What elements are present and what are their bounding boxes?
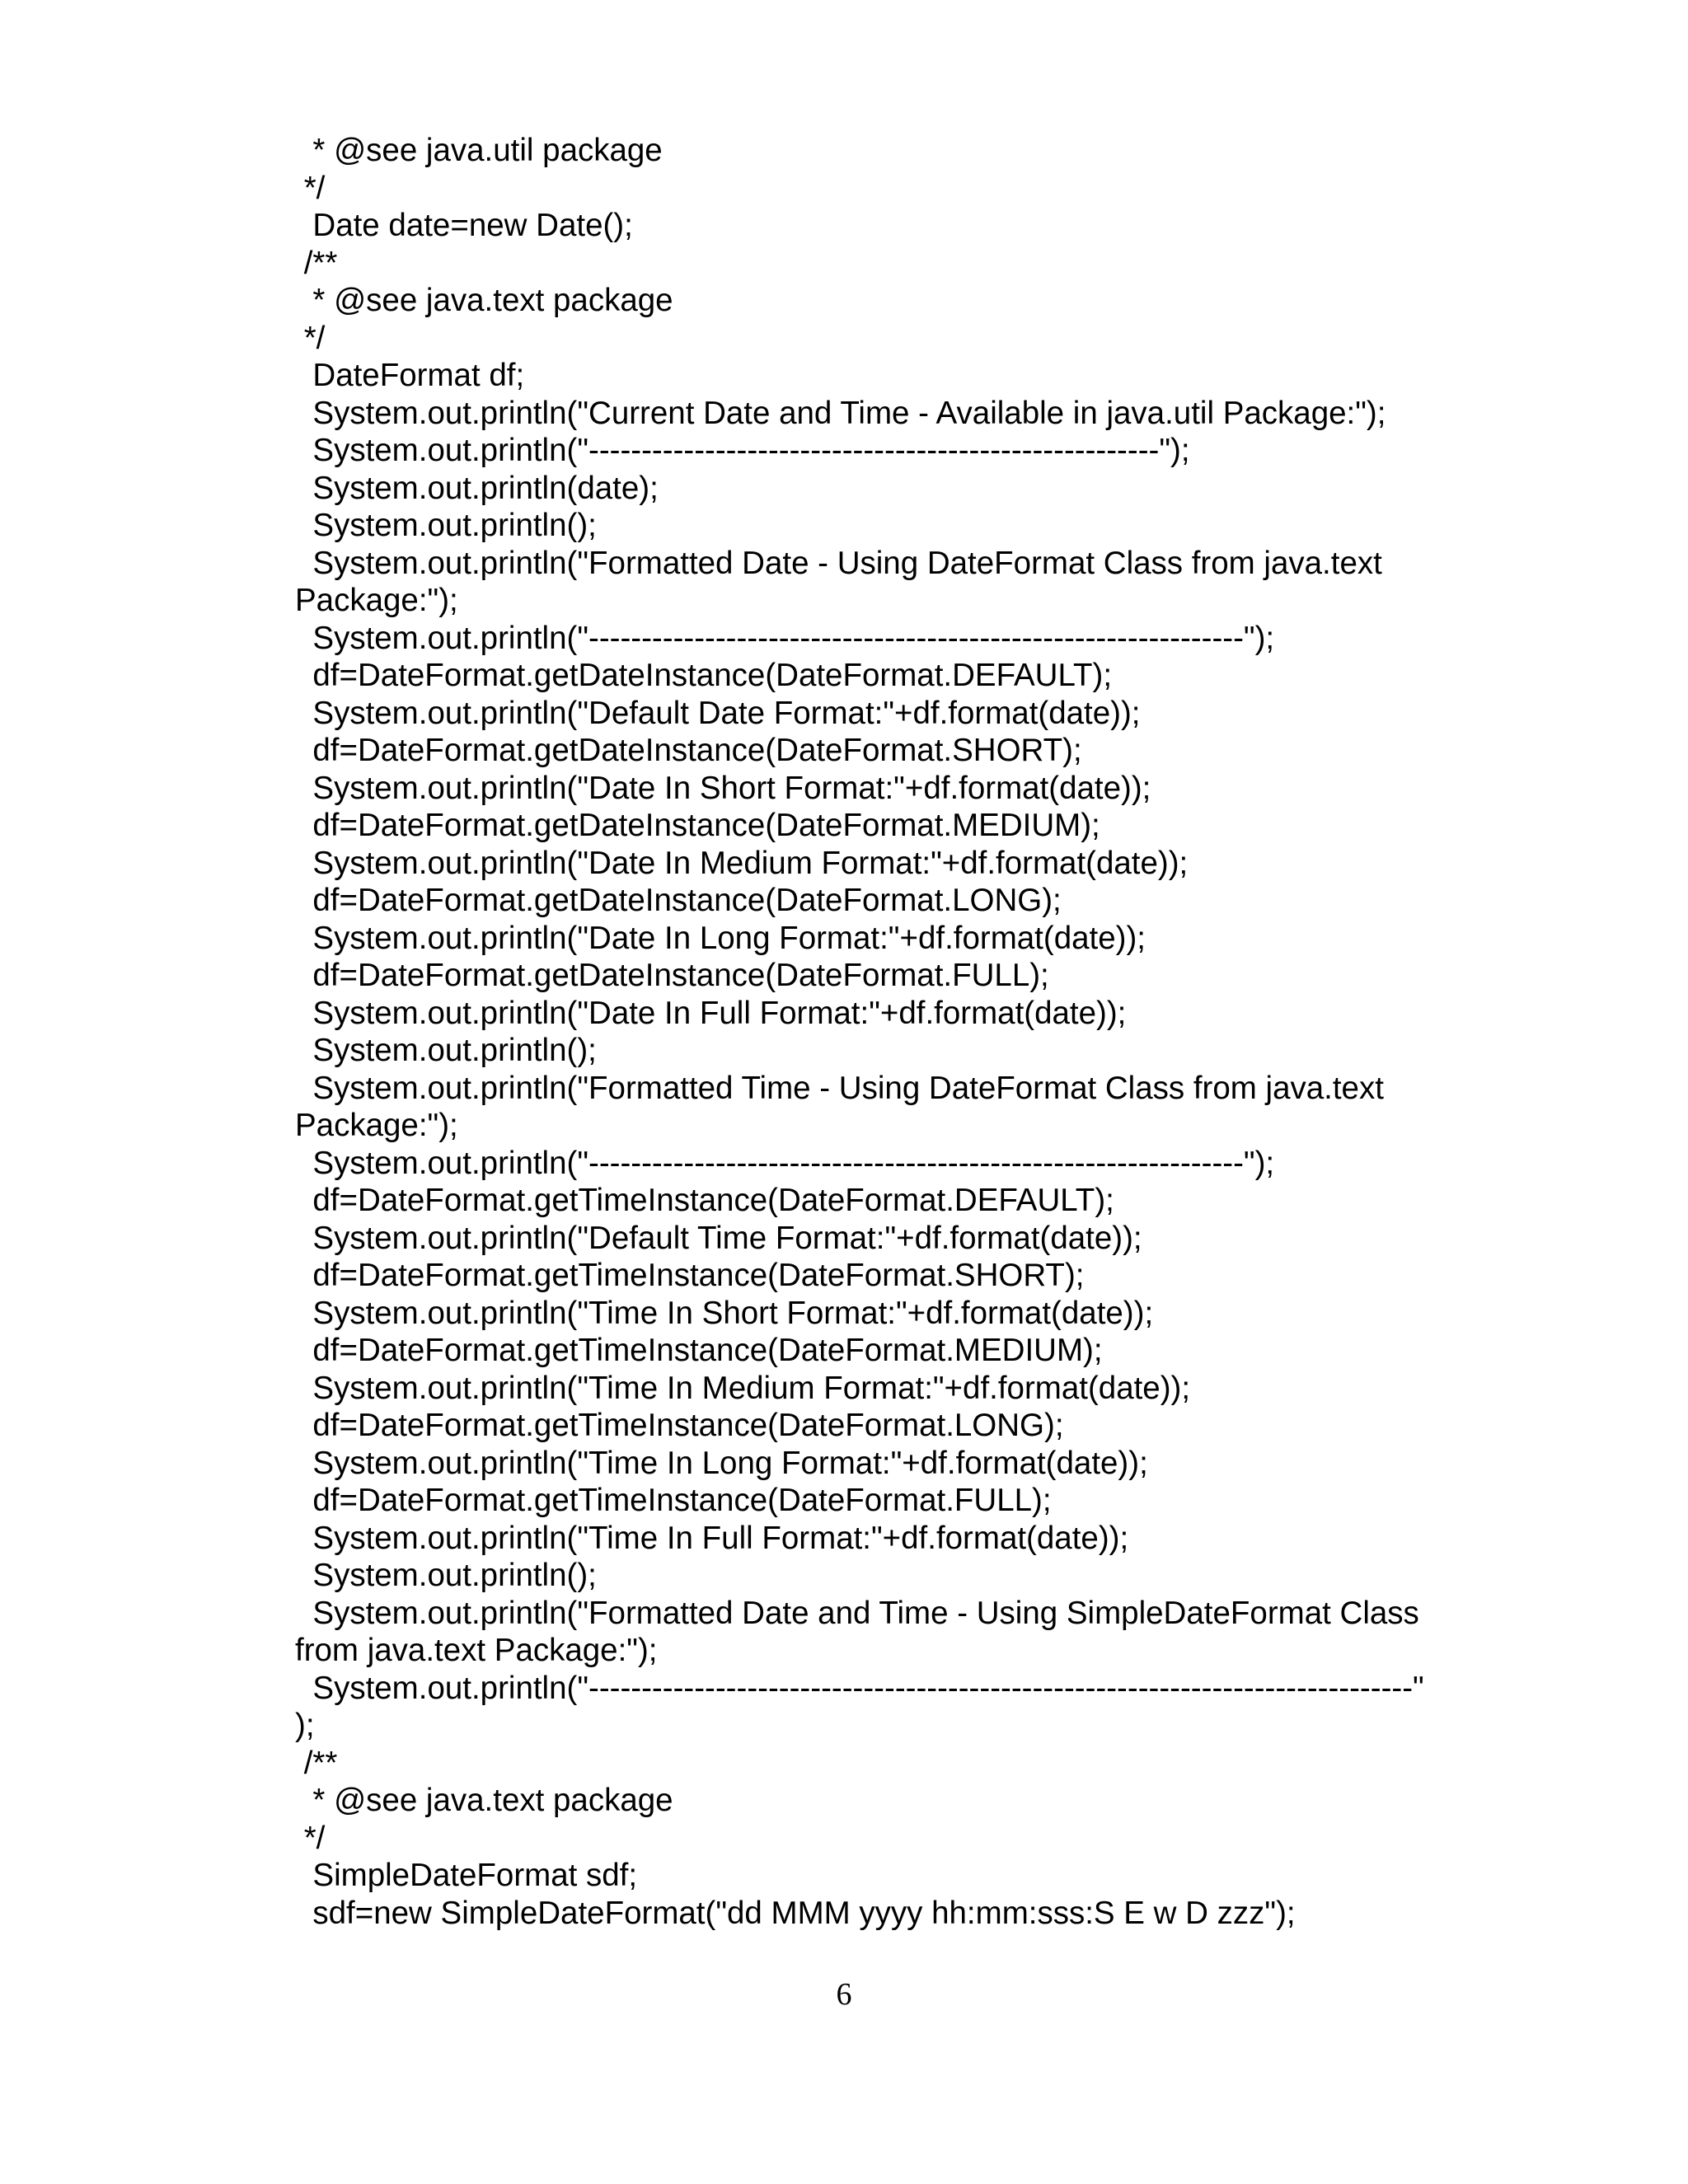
code-line: sdf=new SimpleDateFormat("dd MMM yyyy hh:mm:sss:S E w D zzz"); <box>295 1895 1296 1931</box>
code-line: System.out.println(); <box>295 1558 597 1593</box>
code-line: System.out.println("Date In Short Format:"+df.format(date)); <box>295 770 1151 806</box>
code-line: System.out.println("Formatted Date - Using DateFormat Class from java.text <box>295 545 1382 581</box>
code-line: SimpleDateFormat sdf; <box>295 1858 638 1893</box>
code-line: System.out.println("Default Date Format:"+df.format(date)); <box>295 695 1141 731</box>
code-line: System.out.println("Time In Medium Format:"+df.format(date)); <box>295 1370 1191 1406</box>
code-line: ); <box>295 1708 315 1743</box>
code-line: System.out.println("------------------------------------------------------"); <box>295 433 1190 468</box>
code-line: from java.text Package:"); <box>295 1633 658 1668</box>
code-line: System.out.println("Time In Long Format:"+df.format(date)); <box>295 1445 1148 1481</box>
code-line: Date date=new Date(); <box>295 208 633 243</box>
code-line: df=DateFormat.getTimeInstance(DateFormat.FULL); <box>295 1483 1052 1518</box>
code-line: df=DateFormat.getDateInstance(DateFormat.FULL); <box>295 958 1049 993</box>
code-line: df=DateFormat.getDateInstance(DateFormat.LONG); <box>295 883 1062 918</box>
code-line: System.out.println("Time In Full Format:"+df.format(date)); <box>295 1520 1129 1556</box>
code-line: df=DateFormat.getTimeInstance(DateFormat.DEFAULT); <box>295 1183 1114 1218</box>
code-line: * @see java.text package <box>295 1783 673 1818</box>
code-line: Package:"); <box>295 1108 458 1143</box>
code-line: DateFormat df; <box>295 358 525 393</box>
code-line: System.out.println("--------------------------------------------------------------"); <box>295 620 1275 656</box>
code-line: System.out.println("------------------------------------------------------------------------------" <box>295 1670 1424 1706</box>
code-line: System.out.println("--------------------------------------------------------------"); <box>295 1145 1275 1181</box>
code-line: System.out.println("Date In Medium Format:"+df.format(date)); <box>295 845 1189 881</box>
code-line: * @see java.util package <box>295 133 663 168</box>
code-line: df=DateFormat.getDateInstance(DateFormat.SHORT); <box>295 733 1082 768</box>
code-line: System.out.println(); <box>295 508 597 543</box>
code-line: df=DateFormat.getTimeInstance(DateFormat.SHORT); <box>295 1258 1085 1293</box>
code-line: System.out.println("Formatted Date and Time - Using SimpleDateFormat Class <box>295 1595 1419 1631</box>
code-line: System.out.println("Time In Short Format:"+df.format(date)); <box>295 1295 1154 1331</box>
code-line: /** <box>295 1745 338 1781</box>
code-line: System.out.println(date); <box>295 470 659 506</box>
code-line: df=DateFormat.getTimeInstance(DateFormat.LONG); <box>295 1408 1064 1443</box>
code-line: System.out.println(); <box>295 1033 597 1068</box>
code-line: * @see java.text package <box>295 283 673 318</box>
code-line: System.out.println("Default Time Format:"+df.format(date)); <box>295 1220 1142 1256</box>
code-line: System.out.println("Date In Full Format:"+df.format(date)); <box>295 995 1127 1031</box>
code-line: */ <box>295 320 326 356</box>
code-line: df=DateFormat.getTimeInstance(DateFormat.MEDIUM); <box>295 1333 1103 1368</box>
code-line: System.out.println("Current Date and Time - Available in java.util Package:"); <box>295 395 1386 431</box>
code-line: df=DateFormat.getDateInstance(DateFormat.MEDIUM); <box>295 808 1100 843</box>
page-number: 6 <box>836 1977 852 2012</box>
code-line: */ <box>295 170 326 206</box>
code-line: System.out.println("Date In Long Format:"+df.format(date)); <box>295 920 1146 956</box>
code-line: System.out.println("Formatted Time - Using DateFormat Class from java.text <box>295 1070 1384 1106</box>
code-line: /** <box>295 245 338 281</box>
code-line: df=DateFormat.getDateInstance(DateFormat.DEFAULT); <box>295 658 1113 693</box>
code-listing <box>295 132 1482 1932</box>
code-line: */ <box>295 1820 326 1856</box>
code-line: Package:"); <box>295 583 458 618</box>
